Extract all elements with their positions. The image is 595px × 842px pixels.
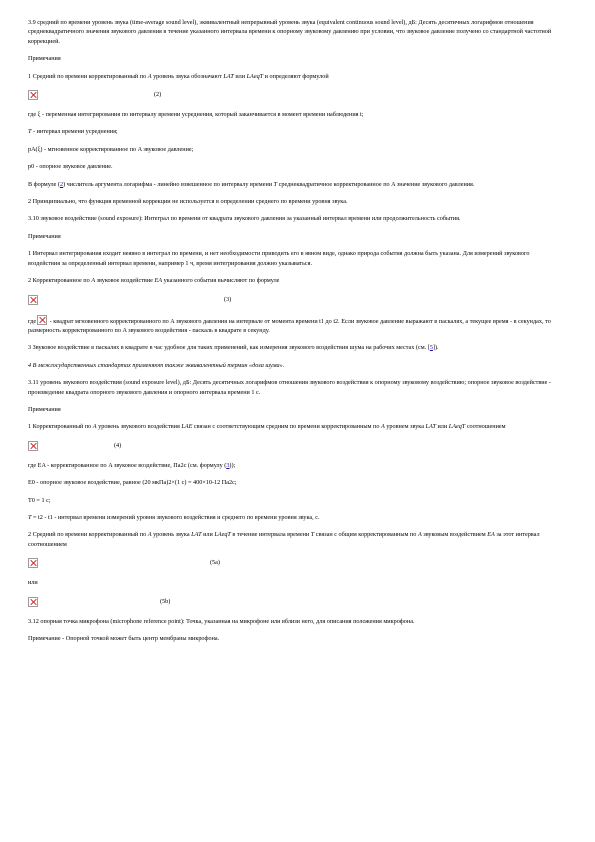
note-2: 2 Принципиально, что функция временной коррекции не используется в определении среднего по времени уровня звука. — [28, 198, 348, 206]
where-EA: где EA - корректированное по A звуковое воздействие, Па2с (см. формулу (3)); — [28, 461, 236, 469]
note-2-LAT: 2 Средний по времени корректированный по A уровень звука LAT или LAeqT в течение интервала времени T связан с общим корректированным по A звуковым воздействием EA за этот интервал соотношением — [28, 531, 540, 548]
note-1: 1 Средний по времени корректированный по A уровень звука обозначают LAT или LAeqT и определяют формулой — [28, 72, 329, 80]
where-pA: pA(ξ) - мгновенное корректированное по A звуковое давление; — [28, 145, 194, 153]
note-4: 4 В межгосударственных стандартах применяют также эквивалентный термин «доза шума». — [28, 361, 285, 369]
definition-3-9: 3.9 средний по времени уровень звука (time-average sound level), эквивалентный непрерывный уровень звука (equivalent continuous sound level), дБ: Десять десятичных логарифмов отношения среднеквадратичного значения звукового давления в течение указанного интервала времени к опорному звуковому давлению при условии, что звуковое давление получено со стандартной частотной коррекцией. — [28, 19, 552, 45]
where-T: T - интервал времени усреднения; — [28, 128, 118, 136]
formula-number: (2) — [154, 91, 162, 99]
where-p0: p0 - опорное звуковое давление. — [28, 163, 113, 171]
formula-5a — [28, 557, 556, 573]
notes-heading: Примечания — [28, 55, 61, 63]
note-3: 3 Звуковое воздействие в паскалях в квадрате в час удобное для таких применений, как измерения звукового воздействия шума на рабочих местах (см. [5]). — [28, 344, 439, 352]
formula-2 — [28, 89, 556, 105]
formula-number: (5b) — [160, 597, 171, 605]
broken-image-icon — [37, 315, 47, 325]
where-xi: где ξ - переменная интегрирования по интервалу времени усреднения, который заканчивается в момент времени наблюдения t; — [28, 111, 364, 119]
broken-image-icon — [28, 295, 38, 305]
where-T-interval: T = t2 - t1 - интервал времени измерений уровня звукового воздействия и среднего по времени уровня звука, с. — [28, 513, 320, 521]
formula-link[interactable]: 3 — [226, 461, 230, 469]
or-word: или — [28, 579, 38, 587]
broken-image-icon — [28, 441, 38, 451]
formula-number: (3) — [224, 295, 232, 303]
note-1-integration: 1 Интервал интегрирования входит неявно в интеграл по времени, и нет необходимости приводить его в явном виде, однако природа события должна быть указана. Для измерений звукового воздействия за определенный интервал времени, например 1 ч, время интегрирования должно указываться. — [28, 250, 530, 267]
definition-3-10: 3.10 звуковое воздействие (sound exposure): Интеграл по времени от квадрата звукового давления за указанный интервал времени или продолжительность события. — [28, 215, 461, 223]
note-reference-point: Примечание - Опорной точкой может быть центр мембраны микрофона. — [28, 635, 220, 642]
definition-3-11: 3.11 уровень звукового воздействия (sound exposure level), дБ: Десять десятичных логарифмов отношения звукового воздействия к опорному звуковому воздействию; опорное звуковое воздействие - произведение квадрата опорного звукового давления и опорного интервала времени 1 с. — [28, 379, 551, 396]
notes-heading: Примечания — [28, 232, 61, 240]
document-page — [28, 18, 556, 643]
broken-image-icon — [28, 597, 38, 607]
formula-number: (4) — [114, 441, 122, 449]
formula-3 — [28, 294, 556, 310]
formula-5b — [28, 596, 556, 612]
formula-link[interactable]: 2 — [59, 180, 64, 188]
formula-4 — [28, 440, 556, 456]
where-pA-squared: где - квадрат мгновенного корректированного по A звукового давления на интервале от момента времени t1 до t2. Если звуковое давление выражают в паскалях, а текущее время - в секундах, то размерность корректированного по A звукового воздействия - паскаль в квадрате в секунду. — [28, 315, 556, 336]
notes-heading: Примечания — [28, 405, 61, 413]
reference-link[interactable]: 5 — [429, 344, 433, 352]
where-E0: E0 - опорное звуковое воздействие, равное (20 мкПа)2×(1 с) = 400×10-12 Па2с; — [28, 479, 237, 487]
formula-number: (5a) — [210, 559, 220, 567]
broken-image-icon — [28, 558, 38, 568]
definition-3-12: 3.12 опорная точка микрофона (microphone reference point): Точка, указанная на микрофоне или вблизи него, для описания положения микрофона. — [28, 617, 415, 625]
note-2-exposure: 2 Корректированное по A звуковое воздействие EA указанного события вычисляют по формуле — [28, 277, 280, 285]
note-1-continued: В формуле (2) числитель аргумента логарифма - линейно взвешенное по интервалу времени T среднеквадратичное корректированное по A значение звукового давления. — [28, 180, 475, 188]
note-1-LAE: 1 Корректированный по A уровень звукового воздействия LAE связан с соответствующим средним по времени корректированным по A уровнем звука LAT или LAeqT соотношением — [28, 423, 506, 431]
where-T0: T0 = 1 с; — [28, 496, 51, 504]
broken-image-icon — [28, 90, 38, 100]
